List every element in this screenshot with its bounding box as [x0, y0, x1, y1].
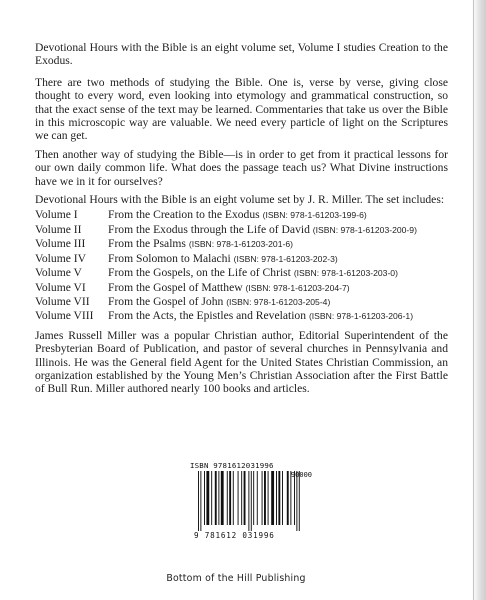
barcode-bar — [244, 471, 246, 525]
barcode-bar — [253, 471, 254, 525]
volume-number: Volume II — [35, 222, 82, 236]
volume-isbn: (ISBN: 978-1-61203-201-6) — [188, 239, 293, 250]
volume-isbn: (ISBN: 978-1-61203-202-3) — [233, 253, 338, 264]
barcode-bar — [299, 471, 300, 531]
barcode-bar — [278, 471, 280, 525]
isbn-barcode — [190, 461, 316, 543]
description-text-block — [35, 41, 448, 396]
barcode-bar — [200, 471, 201, 531]
volume-title-cell — [108, 208, 417, 222]
volume-number: Volume I — [35, 208, 78, 222]
barcode-bar — [251, 471, 252, 531]
barcode-bar — [257, 471, 258, 525]
author-bio-paragraph: James Russell Miller was a popular Christian author, Editorial Superintendent of the Presbyterian Board of Publication, and pastor of several churches in Pennsylvania and Illinois. He was the General field Agent for the United States Christian Commission, an organization established by the Young Men’s Christian Association after the First Battle of Bull Run. Miller authored nearly 100 books and articles. — [35, 328, 448, 396]
barcode-bar — [294, 471, 295, 525]
volume-isbn: (ISBN: 978-1-61203-205-4) — [226, 296, 331, 307]
volume-title: From the Creation to the Exodus — [108, 208, 263, 222]
barcode-bar — [215, 471, 217, 525]
volume-isbn: (ISBN: 978-1-61203-199-6) — [262, 210, 367, 221]
barcode-bar — [227, 471, 228, 525]
volume-title-cell — [108, 295, 417, 309]
volume-title: From the Gospel of John — [108, 294, 227, 308]
barcode-price-code: 90000 — [290, 471, 312, 479]
barcode-bar — [221, 471, 224, 525]
volume-number: Volume VIII — [35, 309, 94, 323]
volume-isbn: (ISBN: 978-1-61203-206-1) — [308, 311, 414, 322]
volume-title-cell — [108, 237, 417, 251]
volume-number: Volume IV — [35, 251, 86, 265]
volume-row — [35, 223, 417, 237]
intro-paragraph-4: Devotional Hours with the Bible is an eight volume set by J. R. Miller. The set includes: — [35, 193, 445, 207]
barcode-bar — [268, 471, 269, 525]
volume-title: From Solomon to Malachi — [108, 251, 234, 265]
volume-row — [35, 237, 417, 251]
volume-title-cell — [108, 309, 417, 323]
barcode-bar — [290, 471, 291, 525]
barcode-bar — [282, 471, 283, 525]
volume-title: From the Gospel of Matthew — [108, 280, 246, 294]
volume-number: Volume VI — [35, 280, 86, 294]
volume-title-cell — [108, 223, 417, 237]
volume-row — [35, 208, 417, 222]
barcode-bar — [264, 471, 266, 525]
barcode-bar — [218, 471, 219, 525]
volume-row — [35, 281, 417, 295]
volume-isbn: (ISBN: 978-1-61203-200-9) — [312, 224, 417, 235]
volume-title-cell — [108, 281, 417, 295]
volume-isbn: (ISBN: 978-1-61203-203-0) — [293, 268, 398, 279]
barcode-bar — [271, 471, 274, 525]
barcode-digits: 9 781612 031996 — [194, 531, 275, 540]
barcode-bar — [211, 471, 212, 525]
barcode-bar — [206, 471, 209, 525]
volume-row — [35, 266, 417, 280]
volume-title-cell — [108, 252, 417, 266]
volume-title: From the Exodus through the Life of David — [108, 222, 313, 236]
barcode-bar — [198, 471, 199, 531]
barcode-bar — [296, 471, 297, 531]
volume-title: From the Psalms — [108, 237, 189, 251]
volume-isbn: (ISBN: 978-1-61203-204-7) — [245, 282, 350, 293]
barcode-bar — [238, 471, 239, 525]
page-edge-line — [473, 0, 474, 600]
barcode-bar — [229, 471, 231, 525]
barcode-isbn-label: ISBN 9781612031996 — [190, 461, 274, 470]
intro-paragraph-1: Devotional Hours with the Bible is an eight volume set, Volume I studies Creation to the Exodus. — [35, 41, 448, 68]
volume-number: Volume V — [35, 266, 82, 280]
barcode-bar — [241, 471, 242, 525]
volume-title: From the Gospels, on the Life of Christ — [108, 266, 294, 280]
volume-row — [35, 252, 417, 266]
intro-paragraph-2: There are two methods of studying the Bible. One is, verse by verse, giving close thought to every word, even looking into etymology and grammatical construction, so that the exact sense of the text may be learned. Commentaries that take us over the Bible in this microscopic way are valuable. We need every particle of light on the Scriptures we can get. — [35, 75, 448, 143]
barcode-bar — [262, 471, 263, 525]
volume-list — [35, 208, 417, 323]
intro-paragraph-3: Then another way of studying the Bible—is in order to get from it practical lessons for our own daily common life. What does the passage teach us? What Divine instructions have we in it for ourselves? — [35, 147, 448, 188]
barcode-bars — [198, 471, 304, 531]
volume-number: Volume VII — [35, 294, 90, 308]
volume-number: Volume III — [35, 237, 86, 251]
volume-row — [35, 309, 417, 323]
page-edge-shadow — [472, 0, 486, 600]
publisher-name: Bottom of the Hill Publishing — [166, 573, 306, 584]
barcode-bar — [287, 471, 289, 525]
volume-row — [35, 295, 417, 309]
volume-title-cell — [108, 266, 417, 280]
barcode-bar — [248, 471, 249, 531]
barcode-bar — [204, 471, 205, 525]
barcode-bar — [233, 471, 234, 525]
volume-title: From the Acts, the Epistles and Revelation — [108, 309, 309, 323]
barcode-bar — [276, 471, 277, 525]
